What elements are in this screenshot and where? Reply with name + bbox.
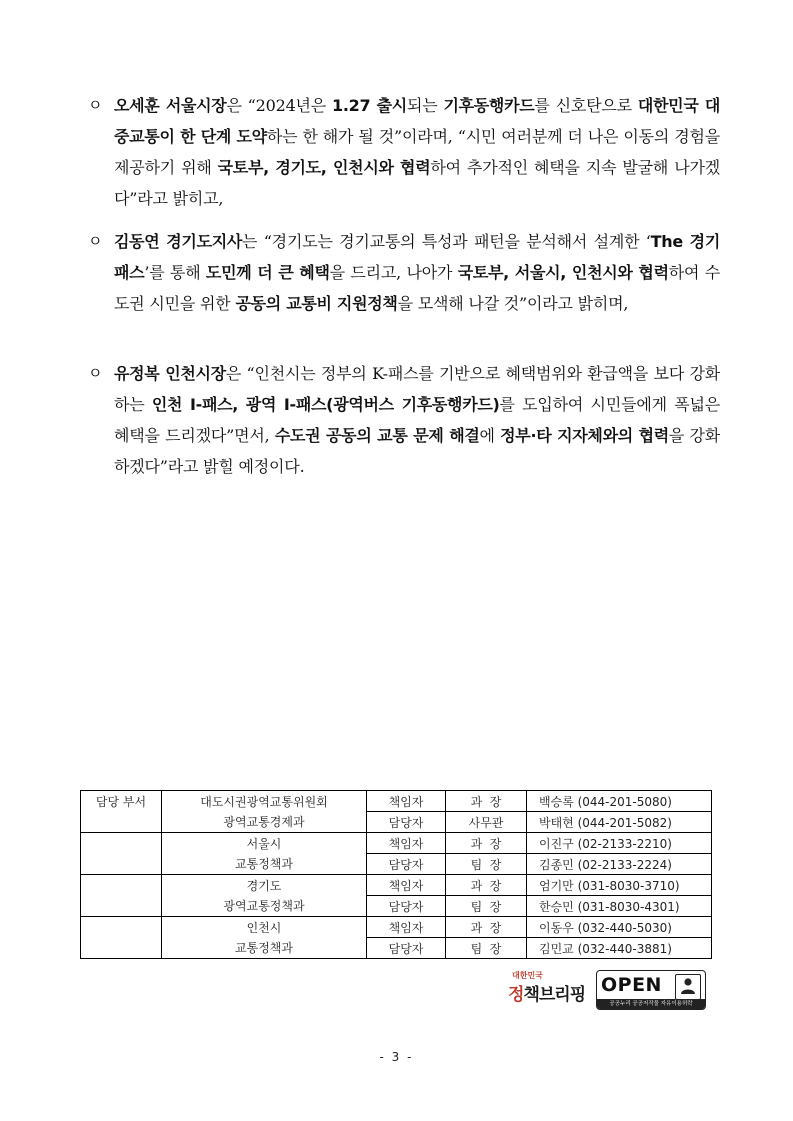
text-segment: 을 모색해 나갈 것”이라고 밝히며,: [397, 294, 629, 313]
org-cell: 광역교통경제과: [162, 812, 367, 833]
page-number: - 3 -: [379, 1050, 414, 1064]
role-cell: 담당자: [367, 896, 446, 917]
position-cell: 과 장: [446, 917, 527, 938]
bold-text-segment: 오세훈 서울시장: [114, 96, 227, 115]
person-contact-cell: 백승록 (044-201-5080): [527, 791, 712, 812]
paragraph-body: [114, 90, 720, 214]
contact-row: [81, 938, 712, 959]
bold-text-segment: 김동연 경기도지사: [114, 232, 243, 251]
bold-text-segment: 유정복 인천시장: [114, 364, 226, 383]
position-cell: 팀 장: [446, 896, 527, 917]
text-segment: 하는 한 해가 될 것”이라며, “시민 여러분께 더 나은 이동의 경험을 제공하기 위해: [114, 127, 721, 177]
briefing-logo-small-text: 대한민국: [512, 971, 543, 980]
role-cell: 책임자: [367, 917, 446, 938]
bold-text-segment: 기후동행카드: [443, 96, 535, 115]
bullet-circle: ㅇ: [88, 232, 103, 250]
contact-row: [81, 791, 712, 812]
contact-row: [81, 896, 712, 917]
position-cell: 사무관: [446, 812, 527, 833]
role-cell: 책임자: [367, 791, 446, 812]
bold-text-segment: 인천 I-패스, 광역 I-패스(광역버스 기후동행카드): [151, 395, 500, 414]
org-cell: 경기도: [162, 875, 367, 896]
bold-text-segment: 국토부, 경기도, 인천시와 협력: [217, 158, 431, 177]
person-contact-cell: 김종민 (02-2133-2224): [527, 854, 712, 875]
position-cell: 과 장: [446, 875, 527, 896]
paragraph-body: [114, 358, 720, 482]
org-cell: 교통정책과: [162, 854, 367, 875]
org-cell: 광역교통정책과: [162, 896, 367, 917]
bold-text-segment: 국토부, 서울시, 인천시와 협력: [457, 263, 669, 282]
bold-text-segment: The 경기패스: [114, 232, 720, 282]
bold-text-segment: 공동의 교통비 지원정책: [235, 294, 398, 313]
role-cell: 담당자: [367, 812, 446, 833]
dept-label-cell-empty: [81, 875, 162, 917]
text-segment: 되는: [406, 96, 444, 115]
role-cell: 책임자: [367, 875, 446, 896]
dept-label-cell-empty: [81, 833, 162, 875]
quote-paragraph-seoul: [88, 90, 720, 214]
text-segment: 을 드리고, 나아가: [329, 263, 458, 282]
person-contact-cell: 한승민 (031-8030-4301): [527, 896, 712, 917]
org-cell: 대도시권광역교통위원회: [162, 791, 367, 812]
contact-table: [80, 790, 712, 959]
contact-row: [81, 875, 712, 896]
role-cell: 책임자: [367, 833, 446, 854]
contact-row: [81, 833, 712, 854]
briefing-logo-main-text: 정책브리핑: [508, 985, 586, 1005]
text-segment: ’를 통해: [144, 263, 206, 282]
bold-text-segment: 도민께 더 큰 혜택: [205, 263, 330, 282]
open-license-strip: 공공누리 공공저작물 자유이용허락: [597, 999, 705, 1009]
text-segment: 은 “인천시는 정부의 K-패스를 기반으로 혜택범위와 환급액을 보다 강화하는: [114, 364, 720, 414]
position-cell: 팀 장: [446, 938, 527, 959]
person-contact-cell: 박태현 (044-201-5082): [527, 812, 712, 833]
role-cell: 담당자: [367, 854, 446, 875]
person-contact-cell: 이진구 (02-2133-2210): [527, 833, 712, 854]
text-segment: 를 신호탄으로: [534, 96, 638, 115]
person-attribution-icon: [675, 974, 701, 1000]
text-segment: 을 강화하겠다”라고 밝힐 예정이다.: [114, 426, 720, 476]
org-cell: 인천시: [162, 917, 367, 938]
bold-text-segment: 수도권 공동의 교통 문제 해결: [274, 426, 480, 445]
position-cell: 팀 장: [446, 854, 527, 875]
kogl-open-license-badge: [596, 970, 706, 1010]
person-contact-cell: 이동우 (032-440-5030): [527, 917, 712, 938]
dept-label-cell: 담당 부서: [81, 791, 162, 833]
text-segment: 하여 추가적인 혜택을 지속 발굴해 나가겠다”라고 밝히고,: [114, 158, 720, 208]
role-cell: 담당자: [367, 938, 446, 959]
text-segment: 를 도입하여 시민들에게 폭넓은 혜택을 드리겠다”면서,: [114, 395, 720, 445]
policy-briefing-logo: [508, 968, 590, 1010]
text-segment: 는 “경기도는 경기교통의 특성과 패턴을 분석해서 설계한 ‘: [242, 232, 651, 251]
bullet-circle: ㅇ: [88, 96, 103, 114]
quote-paragraph-incheon: [88, 358, 720, 482]
org-cell: 서울시: [162, 833, 367, 854]
position-cell: 과 장: [446, 833, 527, 854]
bold-text-segment: 대한민국 대중교통이 한 단계 도약: [114, 96, 720, 146]
contact-row: [81, 812, 712, 833]
text-segment: 에: [479, 426, 501, 445]
position-cell: 과 장: [446, 791, 527, 812]
person-contact-cell: 엄기만 (031-8030-3710): [527, 875, 712, 896]
contact-row: [81, 854, 712, 875]
bold-text-segment: 정부·타 지자체와의 협력: [500, 426, 669, 445]
paragraph-body: [114, 226, 720, 319]
text-segment: 은 “2024년은: [226, 96, 333, 115]
person-contact-cell: 김민교 (032-440-3881): [527, 938, 712, 959]
open-word: OPEN: [601, 974, 662, 996]
dept-label-cell-empty: [81, 917, 162, 959]
contact-row: [81, 917, 712, 938]
text-segment: 하여 수도권 시민을 위한: [114, 263, 720, 313]
org-cell: 교통정책과: [162, 938, 367, 959]
quote-paragraph-gyeonggi: [88, 226, 720, 319]
bullet-circle: ㅇ: [88, 364, 103, 382]
bold-text-segment: 1.27 출시: [332, 96, 407, 115]
footer-logos: [508, 968, 704, 1010]
